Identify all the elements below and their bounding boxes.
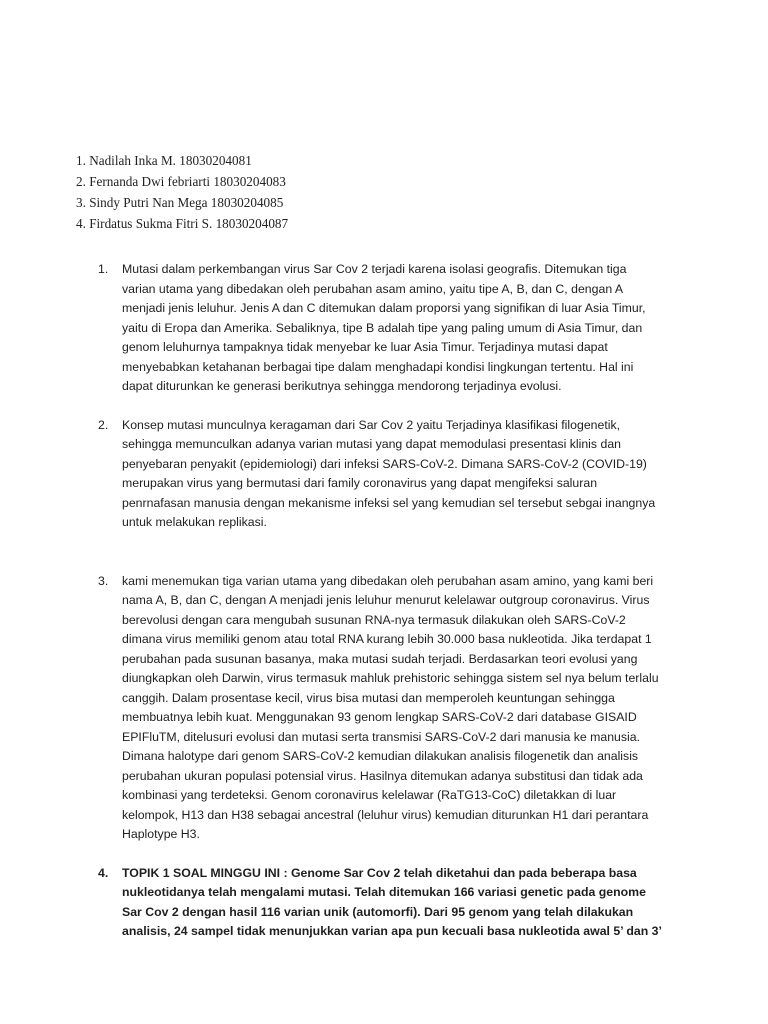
answer-1-number: 1.	[98, 262, 109, 276]
answer-1	[0, 260, 662, 397]
member-3: 3. Sindy Putri Nan Mega 18030204085	[76, 195, 284, 210]
answer-4-number: 4.	[98, 865, 109, 880]
answer-3-number: 3.	[98, 573, 109, 588]
member-2: 2. Fernanda Dwi febriarti 18030204083	[76, 174, 286, 189]
answer-4-text: TOPIK 1 SOAL MINGGU INI : Genome Sar Cov 2 telah diketahui dan pada beberapa basa nukleotidanya telah mengalami mutasi. Telah ditemukan 166 variasi genetic pada genome Sar Cov 2 dengan hasil 116 varian unik (automorfi). Dari 95 genom yang telah dilakukan analisis, 24 sampel tidak menunjukkan varian apa pun kecuali basa nukleotida awal 5’ dan 3’	[122, 865, 662, 938]
answer-list	[0, 260, 768, 942]
answer-3	[0, 572, 662, 845]
answer-2-text: Konsep mutasi munculnya keragaman dari Sar Cov 2 yaitu Terjadinya klasifikasi filogenetik, sehingga memunculkan adanya varian mutasi yang dapat memodulasi presentasi klinis dan penyebaran penyakit (epidemiologi) dari infeksi SARS-CoV-2. Dimana SARS-CoV-2 (COVID-19) merupakan virus yang bermutasi dari family coronavirus yang dapat mengifeksi saluran penrnafasan manusia dengan mekanisme infeksi sel yang kemudian sel tersebut sebgai inangnya untuk melakukan replikasi.	[122, 417, 656, 529]
answer-2-number: 2.	[98, 417, 109, 432]
member-4: 4. Firdatus Sukma Fitri S. 18030204087	[76, 216, 289, 231]
member-1: 1. Nadilah Inka M. 18030204081	[76, 153, 252, 168]
answer-1-text: Mutasi dalam perkembangan virus Sar Cov 2 terjadi karena isolasi geografis. Ditemukan tiga varian utama yang dibedakan oleh perubahan asam amino, yaitu tipe A, B, dan C, dengan A menjadi jenis leluhur. Jenis A dan C ditemukan dalam proporsi yang signifikan di luar Asia Timur, yaitu di Eropa dan Amerika. Sebaliknya, tipe B adalah tipe yang paling umum di Asia Timur, dan genom leluhurnya tampaknya tidak menyebar ke luar Asia Timur. Terjadinya mutasi dapat menyebabkan ketahanan berbagai tipe dalam menghadapi kondisi lingkungan tertentu. Hal ini dapat diturunkan ke generasi berikutnya sehingga mendorong terjadinya evolusi.	[122, 262, 646, 393]
answer-4	[0, 864, 662, 942]
answer-3-text: kami menemukan tiga varian utama yang dibedakan oleh perubahan asam amino, yang kami beri nama A, B, dan C, dengan A menjadi jenis leluhur menurut kelelawar outgroup coronavirus. Virus berevolusi dengan cara mengubah susunan RNA-nya termasuk dilakukan oleh SARS-CoV-2 dimana virus memiliki genom atau total RNA kurang lebih 30.000 basa nukleotida. Jika terdapat 1 perubahan pada susunan basanya, maka mutasi sudah terjadi. Berdasarkan teori evolusi yang diungkapkan oleh Darwin, virus termasuk mahluk prehistoric sehingga sistem sel nya belum terlalu canggih. Dalam prosentase kecil, virus bisa mutasi dan memperoleh keuntungan sehingga membuatnya lebih kuat. Menggunakan 93 genom lengkap SARS-CoV-2 dari database GISAID EPIFluTM, ditelusuri evolusi dan mutasi serta transmisi SARS-CoV-2 dari manusia ke manusia. Dimana halotype dari genom SARS-CoV-2 kemudian dilakukan analisis filogenetik dan analisis perubahan ukuran populasi potensial virus. Hasilnya ditemukan adanya substitusi dan tidak ada kombinasi yang terdeteksi. Genom coronavirus kelelawar (RaTG13-CoC) diletakkan di luar kelompok, H13 dan H38 sebagai ancestral (leluhur virus) kemudian diturunkan H1 dari perantara Haplotype H3.	[122, 573, 659, 841]
group-member-list	[76, 150, 288, 234]
answer-2	[0, 416, 662, 533]
